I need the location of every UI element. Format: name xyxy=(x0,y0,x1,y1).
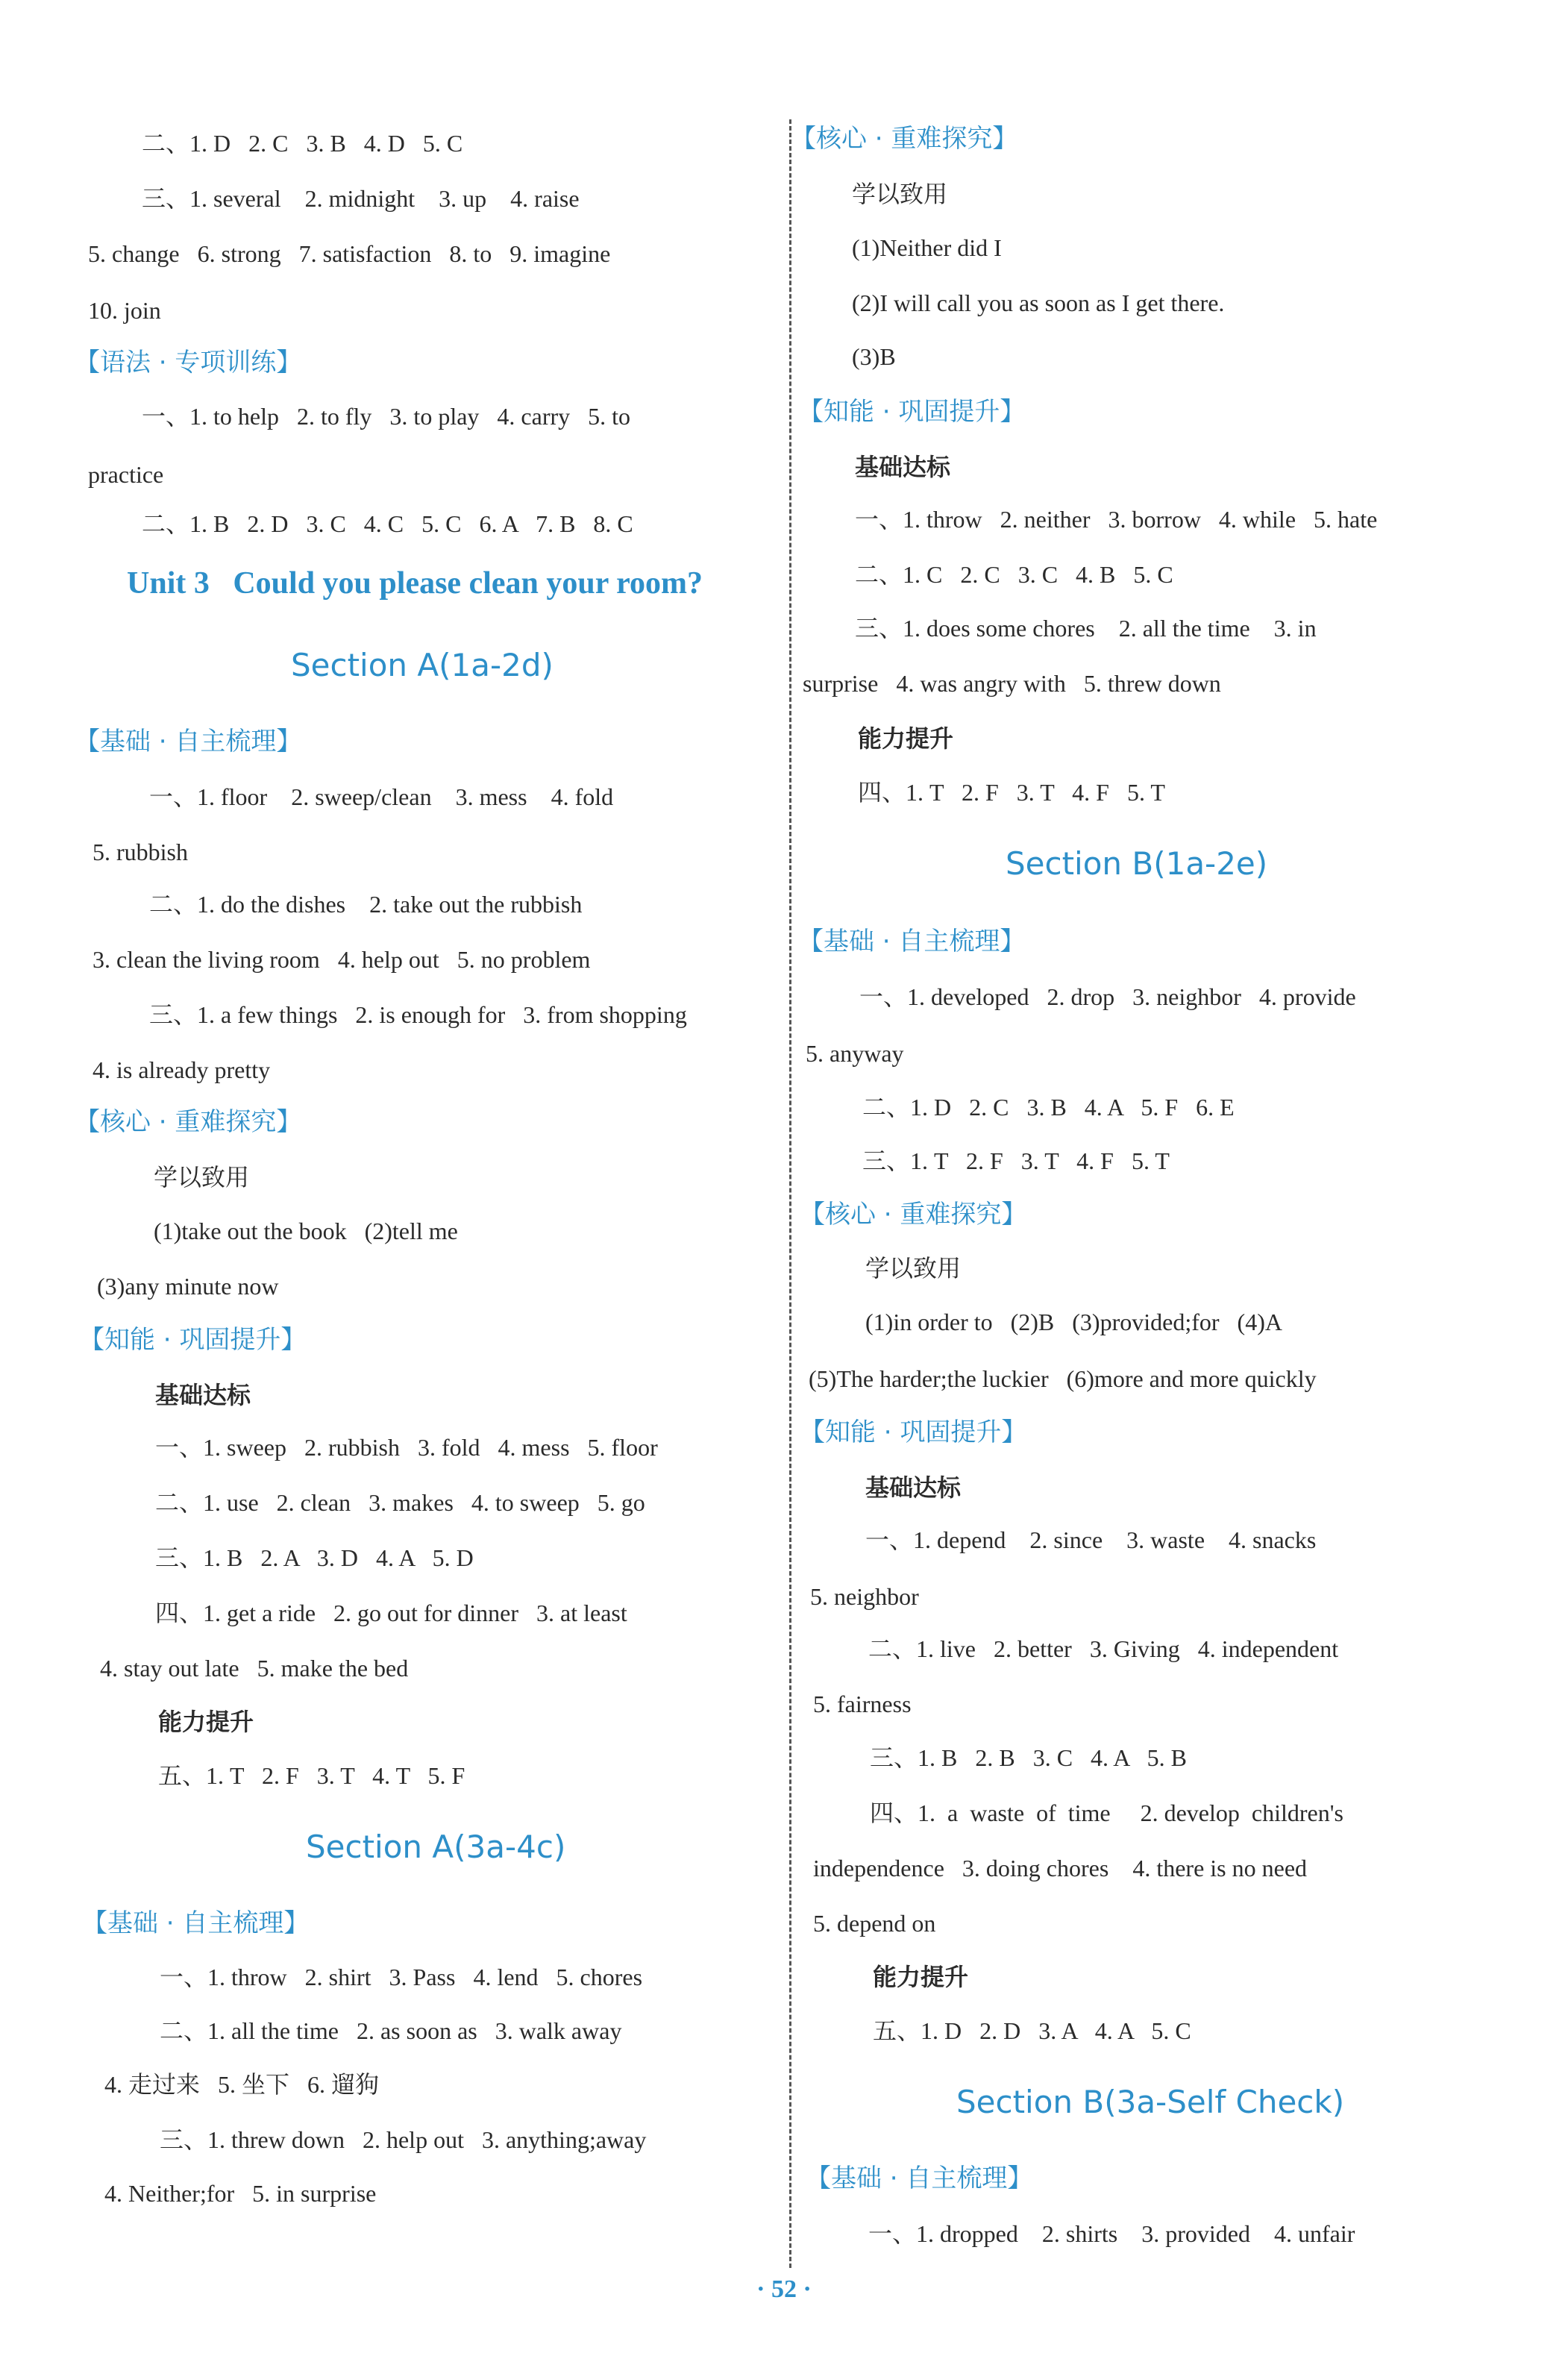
answer-line: (3)B xyxy=(852,343,896,370)
answer-line: 一、1. depend 2. since 3. waste 4. snacks xyxy=(865,1526,1317,1553)
section-header-knowledge: 【知能 · 巩固提升】 xyxy=(798,397,1026,427)
answer-line: (3)any minute now xyxy=(97,1273,279,1300)
answer-line: 五、1. T 2. F 3. T 4. T 5. F xyxy=(158,1762,465,1789)
answer-line: 3. clean the living room 4. help out 5. no problem xyxy=(92,946,591,973)
answer-line: 二、1. live 2. better 3. Giving 4. independent xyxy=(868,1635,1339,1662)
answer-line: 三、1. T 2. F 3. T 4. F 5. T xyxy=(862,1147,1170,1174)
answer-line: 二、1. do the dishes 2. take out the rubbish xyxy=(149,891,583,918)
answer-line: 一、1. dropped 2. shirts 3. provided 4. unfair xyxy=(868,2220,1355,2247)
column-divider xyxy=(789,119,791,2268)
section-title: Section A(1a-2d) xyxy=(291,647,553,683)
answer-line: 二、1. D 2. C 3. B 4. D 5. C xyxy=(142,130,463,157)
answer-line: 一、1. developed 2. drop 3. neighbor 4. provide xyxy=(859,983,1356,1010)
answer-line: 10. join xyxy=(88,297,161,324)
answer-line: 5. neighbor xyxy=(810,1583,919,1610)
answer-line: 一、1. sweep 2. rubbish 3. fold 4. mess 5. floor xyxy=(155,1434,658,1461)
answer-line: 三、1. B 2. B 3. C 4. A 5. B xyxy=(870,1744,1187,1771)
answer-line: 一、1. throw 2. shirt 3. Pass 4. lend 5. chores xyxy=(160,1964,643,1990)
section-header-core: 【核心 · 重难探究】 xyxy=(791,124,1018,154)
answer-line: 三、1. several 2. midnight 3. up 4. raise xyxy=(142,185,580,212)
answer-line: 三、1. does some chores 2. all the time 3. in xyxy=(855,615,1317,642)
answer-line: 四、1. a waste of time 2. develop children's xyxy=(870,1799,1343,1826)
subheading-basic: 基础达标 xyxy=(155,1381,251,1409)
section-header-basic: 【基础 · 自主梳理】 xyxy=(82,1908,310,1938)
section-header-basic: 【基础 · 自主梳理】 xyxy=(75,727,302,756)
answer-line: 5. change 6. strong 7. satisfaction 8. to 9. imagine xyxy=(88,240,611,267)
answer-line: 四、1. get a ride 2. go out for dinner 3. at least xyxy=(155,1600,627,1626)
answer-line: 一、1. floor 2. sweep/clean 3. mess 4. fold xyxy=(149,783,614,810)
section-header-knowledge: 【知能 · 巩固提升】 xyxy=(79,1325,307,1355)
answer-line: 三、1. a few things 2. is enough for 3. from shopping xyxy=(149,1001,687,1028)
section-header-core: 【核心 · 重难探究】 xyxy=(75,1107,302,1137)
answer-line: 4. Neither;for 5. in surprise xyxy=(104,2180,377,2207)
answer-line: 五、1. D 2. D 3. A 4. A 5. C xyxy=(873,2017,1191,2044)
answer-line: surprise 4. was angry with 5. threw down xyxy=(803,670,1221,697)
subheading: 学以致用 xyxy=(865,1255,962,1282)
answer-line: 5. depend on xyxy=(813,1910,936,1937)
answer-line: 四、1. T 2. F 3. T 4. F 5. T xyxy=(858,779,1165,806)
page-number: · 52 · xyxy=(756,2275,812,2303)
answer-line: 5. fairness xyxy=(813,1691,912,1717)
answer-line: 4. is already pretty xyxy=(92,1056,271,1083)
section-header-basic: 【基础 · 自主梳理】 xyxy=(798,927,1026,956)
answer-line: 二、1. all the time 2. as soon as 3. walk away xyxy=(160,2017,622,2044)
subheading: 学以致用 xyxy=(154,1164,250,1191)
section-title: Section B(3a-Self Check) xyxy=(956,2084,1345,2120)
answer-line: 二、1. C 2. C 3. C 4. B 5. C xyxy=(855,561,1173,588)
answer-line: 二、1. B 2. D 3. C 4. C 5. C 6. A 7. B 8. C xyxy=(142,510,633,537)
answer-line: 二、1. use 2. clean 3. makes 4. to sweep 5. go xyxy=(155,1489,645,1516)
section-header-basic: 【基础 · 自主梳理】 xyxy=(806,2164,1033,2193)
section-header-grammar: 【语法 · 专项训练】 xyxy=(75,348,302,377)
section-header-knowledge: 【知能 · 巩固提升】 xyxy=(800,1417,1027,1447)
answer-line: 4. 走过来 5. 坐下 6. 遛狗 xyxy=(104,2071,380,2098)
subheading-basic: 基础达标 xyxy=(855,453,951,481)
answer-line: 二、1. D 2. C 3. B 4. A 5. F 6. E xyxy=(862,1094,1235,1121)
answer-line: (1)in order to (2)B (3)provided;for (4)A xyxy=(865,1309,1282,1335)
answer-line: (5)The harder;the luckier (6)more and more quickly xyxy=(809,1365,1317,1392)
subheading-basic: 基础达标 xyxy=(865,1473,962,1502)
answer-line: 5. anyway xyxy=(806,1040,904,1067)
section-title: Section B(1a-2e) xyxy=(1006,845,1268,882)
answer-line: 三、1. threw down 2. help out 3. anything;away xyxy=(160,2126,647,2153)
section-header-core: 【核心 · 重难探究】 xyxy=(800,1200,1027,1229)
answer-line: (1)take out the book (2)tell me xyxy=(154,1218,458,1244)
answer-line: (2)I will call you as soon as I get there. xyxy=(852,289,1225,316)
unit-title: Unit 3 Could you please clean your room? xyxy=(127,566,703,601)
answer-line: 一、1. to help 2. to fly 3. to play 4. carry 5. to xyxy=(142,403,631,430)
answer-line: independence 3. doing chores 4. there is no need xyxy=(813,1855,1308,1882)
answer-line: (1)Neither did I xyxy=(852,234,1002,261)
subheading-ability: 能力提升 xyxy=(158,1708,254,1736)
answer-line: 5. rubbish xyxy=(92,839,188,865)
subheading: 学以致用 xyxy=(852,181,948,207)
answer-line: 一、1. throw 2. neither 3. borrow 4. while 5. hate xyxy=(855,506,1378,533)
answer-line: 三、1. B 2. A 3. D 4. A 5. D xyxy=(155,1544,474,1571)
subheading-ability: 能力提升 xyxy=(873,1963,969,1991)
subheading-ability: 能力提升 xyxy=(858,724,954,753)
answer-line: 4. stay out late 5. make the bed xyxy=(100,1655,409,1682)
answer-line: practice xyxy=(88,461,164,488)
section-title: Section A(3a-4c) xyxy=(306,1829,566,1865)
